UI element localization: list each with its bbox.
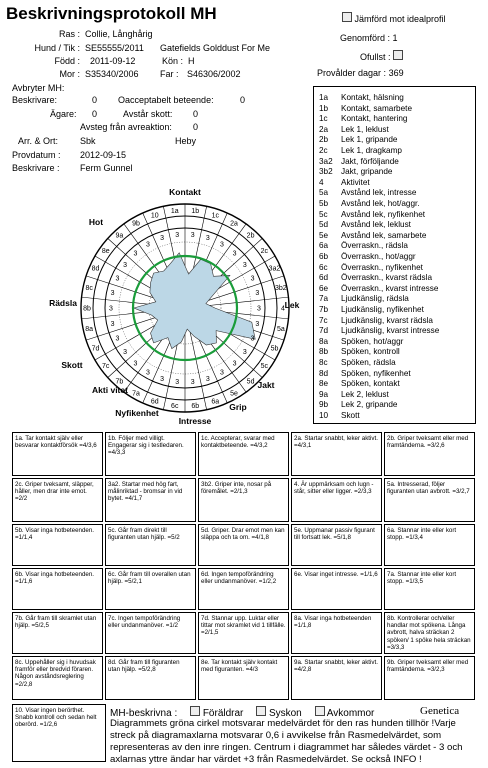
ring-code-label: 1b <box>191 208 200 216</box>
avsteg-label: Avsteg från avreaktion: <box>80 122 172 132</box>
legend-text: Ljudkänslig, kvarst rädsla <box>341 315 433 325</box>
legend-item-7c <box>319 316 433 325</box>
ring-code-label: 2c <box>260 247 268 255</box>
kon-label: Kön : <box>162 56 184 66</box>
ring-value-label: 3 <box>123 262 128 270</box>
ring-value-label: 3 <box>250 275 255 283</box>
ring-value-label: 3 <box>146 241 150 249</box>
legend-code: 2c <box>319 146 328 155</box>
syskon-checkbox[interactable] <box>256 706 266 716</box>
ort-value: Heby <box>175 136 197 146</box>
legend-text: Kontakt, hälsning <box>341 93 404 102</box>
description-cell: 3a2. Startar med hög fart, målinriktad - bromsar in vid bytet. =4/1,7 <box>105 478 196 522</box>
legend-text: Lek 1, leklust <box>341 124 389 134</box>
legend-code: 5a <box>319 188 329 198</box>
sector-label: Jakt <box>257 380 275 390</box>
ring-code-label: 5d <box>246 378 255 386</box>
legend-item-5a <box>319 188 416 197</box>
ring-code-label: 7d <box>91 345 100 353</box>
ring-value-label: 3 <box>175 231 180 239</box>
description-cell: 1b. Följer med villigt. Engagerar sig i testledaren. =4/3,3 <box>105 432 196 476</box>
agare-val: 0 <box>92 109 98 119</box>
legend-item-4 <box>319 178 370 187</box>
legend-item-6e <box>319 284 438 293</box>
ring-code-label: 6a <box>211 398 220 406</box>
foraldrar-label: Föräldrar <box>202 708 244 719</box>
legend-item-6b <box>319 252 416 261</box>
description-cell: 7a. Stannar inte eller kort stopp. =1/3,5 <box>384 568 475 610</box>
description-cell: 6b. Visar inga hotbeteenden. =1/1,6 <box>12 568 103 610</box>
ring-value-label: 3 <box>250 335 255 343</box>
ring-value-label: 3 <box>146 369 150 377</box>
ring-value-label: 3 <box>109 305 113 313</box>
description-cell: 6d. Ingen tempoförändring eller undanmanöver. =1/2,2 <box>198 568 289 610</box>
page-title: Beskrivningsprotokoll MH <box>6 4 217 23</box>
ring-value-label: 3 <box>205 375 210 383</box>
description-cell: 9b. Griper tveksamt eller med framtänderna. =3/2,3 <box>384 656 475 700</box>
ring-code-label: 8a <box>85 325 94 333</box>
ring-code-label: 10 <box>150 212 159 220</box>
description-cell: 5d. Griper. Drar emot men kan släppa och ta om. =4/1,8 <box>198 524 289 566</box>
legend-code: 5e <box>319 230 329 240</box>
sector-label: Intresse <box>178 416 212 426</box>
kon-value: H <box>188 56 195 66</box>
legend-code: 8c <box>319 358 328 367</box>
legend-code: 1a <box>319 93 329 102</box>
legend-code: 5c <box>319 209 328 219</box>
ring-value-label: 3 <box>242 348 247 356</box>
beskrivare-label: Beskrivare: <box>12 95 58 105</box>
ring-code-label: 7c <box>102 363 110 371</box>
ring-code-label: 9a <box>115 232 124 240</box>
ring-value-label: 3 <box>133 250 138 258</box>
legend-code: 6e <box>319 283 329 293</box>
avstar-label: Avstår skott: <box>123 109 173 119</box>
ring-value-label: 3 <box>257 305 261 313</box>
ring-value-label: 3 <box>123 348 128 356</box>
legend-item-2c <box>319 146 402 155</box>
ring-code-label: 7a <box>132 390 140 398</box>
legend-text: Kontakt, hantering <box>341 114 408 124</box>
legend-item-8a <box>319 337 403 346</box>
fodd-label: Född : <box>54 56 80 66</box>
legend-item-8e <box>319 379 400 388</box>
description-cell: 8c. Uppehåller sig i huvudsak framför eller bredvid föraren. Någon avståndsreglering =2/2,8 <box>12 656 103 700</box>
ring-value-label: 3 <box>190 379 195 387</box>
legend-text: Kontakt, samarbete <box>341 103 412 113</box>
legend-item-10 <box>319 411 360 420</box>
avstar-val: 0 <box>193 109 199 119</box>
legend-item-5b <box>319 199 420 208</box>
avkommor-checkbox[interactable] <box>315 706 325 716</box>
avsteg-val: 0 <box>193 122 199 132</box>
description-cell: 4. Är uppmärksam och lugn - står, sitter eller ligger. =2/3,3 <box>291 478 382 522</box>
syskon-label: Syskon <box>268 708 302 719</box>
legend-text: Överraskn., rädsla <box>341 241 408 251</box>
legend-item-2b <box>319 135 397 144</box>
legend-code: 7d <box>319 326 329 336</box>
ring-code-label: 8c <box>85 285 93 293</box>
legend-text: Lek 2, leklust <box>341 389 389 399</box>
ring-value-label: 3 <box>242 262 247 270</box>
beskrivare-val: 0 <box>92 95 98 105</box>
legend-code: 5d <box>319 220 329 230</box>
sector-label: Grip <box>229 402 247 412</box>
ofullst-label: Ofullst : <box>360 52 391 62</box>
legend-text: Ljudkänslig, rädsla <box>341 294 409 304</box>
legend-box <box>313 86 476 424</box>
legend-item-3b2 <box>319 167 392 176</box>
legend-code: 5b <box>319 199 329 208</box>
sector-label: Akti vitet <box>92 385 128 395</box>
ring-code-label: 2b <box>246 232 255 240</box>
dog-name: Gatefields Golddust For Me <box>160 43 271 53</box>
legend-text: Ljudkänslig, kvarst intresse <box>341 326 440 336</box>
legend-item-6d <box>319 273 432 282</box>
legend-text: Avstånd lek, hot/aggr. <box>341 199 420 208</box>
legend-text: Överraskn., kvarst intresse <box>341 283 439 293</box>
ring-value-label: 3 <box>115 335 120 343</box>
legend-code: 9b <box>319 400 329 410</box>
ring-code-label: 4 <box>281 305 285 313</box>
legend-code: 1c <box>319 114 328 124</box>
provdatum-value: 2012-09-15 <box>80 150 127 160</box>
legend-text: Avstånd lek, leklust <box>341 220 411 230</box>
ring-value-label: 3 <box>115 275 120 283</box>
mh-wheel-chart <box>49 187 310 428</box>
legend-code: 6c <box>319 262 328 272</box>
description-cell: 1c. Accepterar, svarar med kontaktbeteende. =4/3,2 <box>198 432 289 476</box>
avbryter-label: Avbryter MH: <box>12 83 65 93</box>
legend-item-8b <box>319 347 400 356</box>
legend-text: Lek 2, gripande <box>341 400 398 410</box>
genomford-value: 1 <box>392 33 398 43</box>
ras-label: Ras : <box>58 29 80 39</box>
legend-code: 7a <box>319 294 329 304</box>
description-cell: 9a. Startar snabbt, leker aktivt. =4/2,8 <box>291 656 382 700</box>
ring-value-label: 3 <box>220 241 224 249</box>
ring-code-label: 6b <box>191 402 200 410</box>
ring-code-label: 1a <box>170 208 179 216</box>
mor-value: S35340/2006 <box>85 69 139 79</box>
ring-code-label: 5a <box>276 325 285 333</box>
legend-code: 10 <box>319 411 329 420</box>
legend-item-5e <box>319 231 426 240</box>
sector-label: Lek <box>284 300 300 310</box>
description-cell: 2c. Griper tveksamt, släpper, håller, men drar inte emot. =2/2 <box>12 478 103 522</box>
ring-code-label: 6d <box>150 398 159 406</box>
legend-code: 6a <box>319 241 329 251</box>
ring-code-label: 3b2 <box>275 285 287 293</box>
legend-text: Lek 1, gripande <box>341 135 398 145</box>
description-cell: 6e. Visar inget intresse. =1/1,6 <box>291 568 382 610</box>
provalder-label: Provålder dagar : <box>317 68 387 78</box>
oacceptabelt-label: Oacceptabelt beteende: <box>118 95 214 105</box>
legend-text: Aktivitet <box>341 177 370 187</box>
compare-ideal-row[interactable] <box>342 12 446 24</box>
provalder-row <box>317 68 404 78</box>
description-cell: 5a. Intresserad, följer figuranten utan avbrott. =3/2,7 <box>384 478 475 522</box>
legend-text: Överraskn., nyfikenhet <box>341 262 423 272</box>
genomford-row <box>340 33 398 43</box>
mor-label: Mor : <box>59 69 80 79</box>
ofullst-checkbox[interactable] <box>393 50 403 60</box>
regnr-value: SE55555/2011 <box>85 43 144 53</box>
legend-code: 8b <box>319 347 329 357</box>
ring-code-label: 8d <box>91 265 100 273</box>
genetica-logo: Genetica <box>420 705 460 717</box>
ring-code-label: 8b <box>83 305 91 313</box>
ring-code-label: 1c <box>211 212 219 220</box>
legend-text: Spöken, kontroll <box>341 347 400 357</box>
legend-text: Jakt, gripande <box>341 167 393 177</box>
legend-text: Spöken, kontakt <box>341 379 400 389</box>
description-cell: 8b. Kontrollerar och/eller handlar mot spökena. Långa avbrott, halva sträckan 2 spöken/ 1 spöke hela sträckan =3/3,3 <box>384 612 475 654</box>
beskrivare2-value: Ferm Gunnel <box>80 163 133 173</box>
legend-code: 4 <box>319 177 324 187</box>
legend-text: Spöken, hot/aggr <box>341 336 404 346</box>
ring-value-label: 3 <box>190 231 195 239</box>
far-value: S46306/2002 <box>187 69 241 79</box>
legend-code: 2b <box>319 135 329 145</box>
ring-code-label: 3a2 <box>268 265 281 273</box>
compare-checkbox[interactable] <box>342 12 352 22</box>
description-cell: 5b. Visar inga hotbeteenden. =1/1,4 <box>12 524 103 566</box>
ras-value: Collie, Långhårig <box>85 29 153 39</box>
legend-text: Avstånd lek, samarbete <box>341 230 427 240</box>
legend-item-7b <box>319 305 424 314</box>
legend-text: Spöken, nyfikenhet <box>341 368 411 378</box>
legend-text: Avstånd lek, nyfikenhet <box>341 209 426 219</box>
description-cell: 6a. Stannar inte eller kort stopp. =1/3,4 <box>384 524 475 566</box>
legend-item-3a2 <box>319 157 399 166</box>
legend-code: 8a <box>319 336 329 346</box>
ring-value-label: 3 <box>232 360 237 368</box>
legend-item-1c <box>319 114 407 123</box>
ring-value-label: 3 <box>255 320 260 328</box>
legend-code: 6d <box>319 273 329 283</box>
legend-text: Överraskn., kvarst rädsla <box>341 273 432 283</box>
ring-value-label: 3 <box>205 235 210 243</box>
sector-label: Skott <box>61 360 83 370</box>
description-cell: 1a. Tar kontakt själv eller besvarar kontaktförsök =4/3,6 <box>12 432 103 476</box>
description-cell: 8d. Går fram till figuranten utan hjälp. =5/2,8 <box>105 656 196 700</box>
legend-item-7d <box>319 326 439 335</box>
fodd-value: 2011-09-12 <box>90 56 136 66</box>
description-cell: 5e. Uppmanar passiv figurant till fortsatt lek. =5/1,8 <box>291 524 382 566</box>
oacceptabelt-val: 0 <box>240 95 246 105</box>
beskrivare2-label: Beskrivare : <box>12 163 60 173</box>
legend-code: 8d <box>319 368 329 378</box>
ring-value-label: 3 <box>133 360 138 368</box>
legend-text: Ljudkänslig, nyfikenhet <box>341 305 424 314</box>
info-note: Diagrammets gröna cirkel motsvarar medelvärdet för den ras hunden tillhör !Varje streck på diagramaxlarna motsvarar 0,6 i avvikelse från Rasmedelvärdet, som representeras av den inre ringen. Centrum i diagrammet har således värdet - 3 och axlarnas yttre ändar har värdet +3 från Rasmedelvärdet. Se också INFO ! <box>110 718 463 765</box>
ring-code-label: 6c <box>171 402 179 410</box>
legend-item-7a <box>319 294 409 303</box>
legend-code: 6b <box>319 252 329 261</box>
legend-text: Spöken, rädsla <box>341 358 396 367</box>
description-cell: 6c. Går fram till overallen utan hjälp. =5/2,1 <box>105 568 196 610</box>
legend-code: 9a <box>319 389 329 399</box>
foraldrar-checkbox[interactable] <box>190 706 200 716</box>
legend-item-8d <box>319 369 411 378</box>
legend-item-5c <box>319 210 425 219</box>
sector-label: Hot <box>88 217 104 227</box>
ring-code-label: 2a <box>230 220 238 228</box>
arr-value: Sbk <box>80 136 96 146</box>
legend-code: 3b2 <box>319 167 333 177</box>
sector-label: Kontakt <box>169 187 201 197</box>
ring-code-label: 5e <box>230 390 238 398</box>
description-cell: 2a. Startar snabbt, leker aktivt. =4/3,1 <box>291 432 382 476</box>
ring-value-label: 3 <box>232 250 237 258</box>
arr-label: Arr. & Ort: <box>18 136 59 146</box>
description-cell: 2b. Griper tveksamt eller med framtänderna. =3/2,6 <box>384 432 475 476</box>
ring-value-label: 3 <box>175 379 180 387</box>
description-cell: 5c. Går fram direkt till figuranten utan hjälp. =5/2 <box>105 524 196 566</box>
ring-code-label: 7b <box>115 378 124 386</box>
legend-item-6c <box>319 263 423 272</box>
ring-value-label: 3 <box>160 375 165 383</box>
ring-value-label: 3 <box>255 290 260 298</box>
ring-code-label: 8e <box>101 247 110 255</box>
legend-code: 2a <box>319 124 329 134</box>
legend-item-6a <box>319 241 408 250</box>
avkommor-label: Avkommor <box>326 708 375 719</box>
legend-text: Lek 1, dragkamp <box>341 146 402 155</box>
provdatum-label: Provdatum : <box>12 150 61 160</box>
legend-text: Överraskn., hot/aggr <box>341 252 416 261</box>
agare-label: Ägare: <box>50 109 77 119</box>
description-cell: 7c. Ingen tempoförändring eller undanmanöver. =1/2 <box>105 612 196 654</box>
far-label: Far : <box>160 69 179 79</box>
provalder-value: 369 <box>388 68 404 78</box>
legend-item-5d <box>319 220 411 229</box>
legend-item-1b <box>319 104 412 113</box>
legend-code: 8e <box>319 379 329 389</box>
legend-text: Avstånd lek, intresse <box>341 188 417 198</box>
legend-item-2a <box>319 125 389 134</box>
legend-code: 7c <box>319 315 328 325</box>
ring-code-label: 9b <box>132 220 140 228</box>
sector-label: Nyfikenhet <box>115 408 159 418</box>
hund-label: Hund / Tik : <box>34 43 80 53</box>
description-cell: 8a. Visar inga hotbeteenden =1/1,8 <box>291 612 382 654</box>
description-cell: 3b2. Griper inte, nosar på föremålet. =2/1,3 <box>198 478 289 522</box>
legend-code: 1b <box>319 103 329 113</box>
ring-value-label: 3 <box>110 290 115 298</box>
legend-code: 3a2 <box>319 156 333 166</box>
sector-label: Rädsla <box>49 298 77 308</box>
ofullst-row[interactable] <box>360 50 403 62</box>
legend-text: Skott <box>341 411 360 420</box>
ring-value-label: 3 <box>160 235 165 243</box>
genomford-label: Genomförd : <box>340 33 391 43</box>
description-cell: 8e. Tar kontakt själv kontakt med figuranten. =4/3 <box>198 656 289 700</box>
description-cell: 7b. Går fram till skramlet utan hjälp. =5/2,5 <box>12 612 103 654</box>
legend-item-9b <box>319 400 397 409</box>
compare-label: Jämförd mot idealprofil <box>354 14 446 24</box>
legend-item-8c <box>319 358 396 367</box>
ring-code-label: 5b <box>270 345 279 353</box>
legend-item-1a <box>319 93 404 102</box>
ring-value-label: 3 <box>220 369 224 377</box>
description-cell: 7d. Stannar upp. Luktar eller tittar mot skramlet vid 1 tillfälle. =2/1,5 <box>198 612 289 654</box>
ring-code-label: 5c <box>260 363 268 371</box>
legend-code: 7b <box>319 305 329 314</box>
legend-item-9a <box>319 390 389 399</box>
legend-text: Jakt, förföljande <box>341 156 399 166</box>
ring-value-label: 3 <box>110 320 115 328</box>
cell-10: 10. Visar ingen berörthet. Snabb kontroll och sedan helt oberörd. =1/2,6 <box>12 704 106 762</box>
mh-beskrivna-label: MH-beskrivna : <box>110 708 178 719</box>
